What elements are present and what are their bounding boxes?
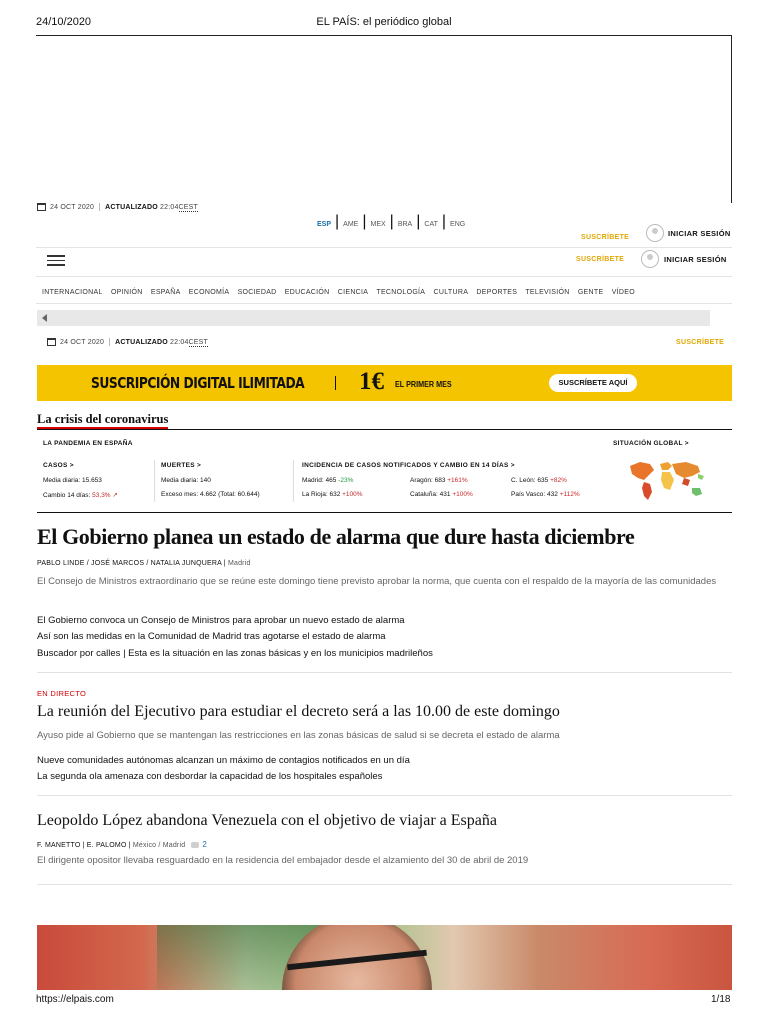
article1-summary: El Consejo de Ministros extraordinario que se reúne este domingo tiene previsto aprobar la norma, que cuenta con el respaldo de la mayoría de las comunidades (37, 576, 717, 587)
article3-summary: El dirigente opositor llevaba resguardado en la residencia del embajador desde el alzamiento del 30 de abril de 2019 (37, 855, 529, 866)
region-madrid: Madrid: 465 -23% (302, 477, 354, 484)
edition-selector: ESP | AME | MEX | BRA | CAT | ENG (317, 213, 466, 230)
article-divider (37, 795, 732, 796)
article-photo[interactable] (37, 925, 732, 990)
region-paisvasco: País Vasco: 432 +112% (511, 491, 580, 498)
region-cataluna: Cataluña: 431 +100% (410, 491, 473, 498)
deaths-link[interactable]: MUERTES > (161, 462, 202, 469)
date-text: 24 OCT 2020 (50, 203, 95, 211)
subscription-banner[interactable] (37, 365, 732, 401)
incidence-link[interactable]: INCIDENCIA DE CASOS NOTIFICADOS Y CAMBIO EN 14 DÍAS > (302, 462, 515, 469)
banner-headline: SUSCRIPCIÓN DIGITAL ILIMITADA (91, 374, 305, 392)
edition-mex[interactable]: MEX (370, 221, 386, 228)
covid-col-sep-1 (154, 460, 155, 502)
nav-item-television[interactable]: TELEVISIÓN (525, 289, 570, 296)
time-text-2: 22:04 (170, 338, 189, 346)
covid-col-sep-2 (293, 460, 294, 502)
article-divider (37, 884, 732, 885)
nav-item-espana[interactable]: ESPAÑA (150, 289, 181, 296)
nav-divider-bottom (36, 303, 732, 304)
banner-price: 1€ (359, 368, 384, 395)
comment-count[interactable]: 2 (202, 840, 207, 849)
nav-item-economia[interactable]: ECONOMÍA (188, 289, 230, 296)
live-label: EN DIRECTO (37, 689, 87, 698)
nav-item-tecnologia[interactable]: TECNOLOGÍA (376, 289, 426, 296)
date-text-2: 24 OCT 2020 (60, 338, 105, 346)
updated-label: ACTUALIZADO (105, 203, 158, 211)
cases-daily: Media diaria: 15.653 (43, 477, 102, 484)
frame-right-border (731, 35, 732, 203)
article-divider (37, 672, 732, 673)
nav-item-educacion[interactable]: EDUCACIÓN (284, 289, 330, 296)
subscribe-link[interactable]: SUSCRÍBETE (576, 256, 625, 263)
calendar-icon (37, 203, 46, 211)
banner-subscribe-button[interactable]: SUSCRÍBETE AQUÍ (549, 374, 637, 392)
date-line-top (37, 203, 198, 211)
updated-label-2: ACTUALIZADO (115, 338, 168, 346)
subscribe-link-2[interactable]: SUSCRÍBETE (676, 339, 725, 346)
related-link[interactable]: Así son las medidas en la Comunidad de Madrid tras agotarse el estado de alarma (37, 631, 386, 642)
article3-byline: F. MANETTO | E. PALOMO | México / Madrid 2 (37, 840, 207, 849)
nav-item-opinion[interactable]: OPINIÓN (110, 289, 143, 296)
date-line (47, 338, 208, 346)
print-date: 24/10/2020 (36, 16, 92, 28)
region-cleon: C. León: 635 +82% (511, 477, 567, 484)
scroll-left-icon[interactable] (42, 314, 47, 322)
header-divider (36, 247, 732, 248)
section-title-coronavirus[interactable]: La crisis del coronavirus (37, 412, 168, 429)
nav-item-gente[interactable]: GENTE (577, 289, 604, 296)
edition-bra[interactable]: BRA (397, 221, 413, 228)
nav-item-cultura[interactable]: CULTURA (433, 289, 469, 296)
banner-separator (335, 376, 336, 390)
covid-bottom-divider (37, 512, 732, 513)
frame-top-border (36, 35, 732, 36)
edition-esp[interactable]: ESP (317, 221, 332, 228)
nav-item-internacional[interactable]: INTERNACIONAL (42, 289, 103, 296)
subscribe-link-top[interactable]: SUSCRÍBETE (581, 234, 630, 241)
nav-divider-top (36, 276, 732, 277)
article3-headline[interactable]: Leopoldo López abandona Venezuela con el objetivo de viajar a España (37, 812, 497, 829)
author-link[interactable]: F. MANETTO | E. PALOMO (37, 842, 127, 849)
author-link[interactable]: JOSÉ MARCOS (91, 560, 145, 567)
nav-item-video[interactable]: VÍDEO (611, 289, 635, 296)
user-avatar-icon-2[interactable] (641, 250, 659, 268)
cases-change: Cambio 14 días: 53,3% ↗ (43, 492, 118, 499)
article1-byline: PABLO LINDE / JOSÉ MARCOS / NATALIA JUNQUERA | Madrid (37, 560, 251, 567)
comment-icon[interactable] (191, 842, 199, 848)
related-link[interactable]: El Gobierno convoca un Consejo de Ministros para aprobar un nuevo estado de alarma (37, 615, 405, 626)
edition-ame[interactable]: AME (343, 221, 359, 228)
covid-divider (37, 429, 732, 430)
deaths-daily: Media diaria: 140 (161, 477, 211, 484)
section-nav (42, 289, 641, 296)
pandemic-label: LA PANDEMIA EN ESPAÑA (43, 440, 133, 447)
cases-link[interactable]: CASOS > (43, 462, 74, 469)
deaths-excess: Exceso mes: 4.662 (Total: 60.644) (161, 491, 260, 498)
related-link[interactable]: Nueve comunidades autónomas alcanzan un máximo de contagios notificados en un día (37, 755, 410, 766)
article2-headline[interactable]: La reunión del Ejecutivo para estudiar el decreto será a las 10.00 de este domingo (37, 703, 560, 720)
edition-cat[interactable]: CAT (424, 221, 438, 228)
login-button-top[interactable]: INICIAR SESIÓN (668, 229, 731, 238)
nav-item-sociedad[interactable]: SOCIEDAD (237, 289, 277, 296)
user-avatar-icon[interactable] (646, 224, 664, 242)
login-button[interactable]: INICIAR SESIÓN (664, 255, 727, 264)
world-map-icon[interactable] (626, 458, 708, 504)
author-link[interactable]: PABLO LINDE (37, 560, 85, 567)
tz-text-2: CEST (188, 338, 209, 346)
banner-period: EL PRIMER MES (395, 380, 452, 389)
nav-item-ciencia[interactable]: CIENCIA (337, 289, 369, 296)
calendar-icon-2 (47, 338, 56, 346)
menu-icon[interactable] (47, 255, 65, 269)
nav-item-deportes[interactable]: DEPORTES (476, 289, 518, 296)
article2-summary: Ayuso pide al Gobierno que se mantengan las restricciones en las zonas básicas de salud si se decreta el estado de alarma (37, 730, 560, 741)
main-headline[interactable]: El Gobierno planea un estado de alarma que dure hasta diciembre (37, 524, 635, 549)
related-link[interactable]: Buscador por calles | Esta es la situación en las zonas básicas y en los municipios madrileños (37, 648, 433, 659)
time-text: 22:04 (160, 203, 179, 211)
related-link[interactable]: La segunda ola amenaza con desbordar la capacidad de los hospitales españoles (37, 771, 383, 782)
print-page-number: 1/18 (711, 994, 731, 1005)
horizontal-scrollbar[interactable] (37, 310, 710, 326)
global-situation-link[interactable]: SITUACIÓN GLOBAL > (613, 440, 689, 447)
edition-eng[interactable]: ENG (450, 221, 466, 228)
print-title: EL PAÍS: el periódico global (316, 16, 452, 28)
region-aragon: Aragón: 683 +161% (410, 477, 468, 484)
trend-up-icon: ↗ (112, 492, 118, 499)
region-larioja: La Rioja: 632 +100% (302, 491, 363, 498)
print-url: https://elpais.com (36, 994, 114, 1005)
author-link[interactable]: NATALIA JUNQUERA (150, 560, 222, 567)
tz-text: CEST (178, 203, 199, 211)
